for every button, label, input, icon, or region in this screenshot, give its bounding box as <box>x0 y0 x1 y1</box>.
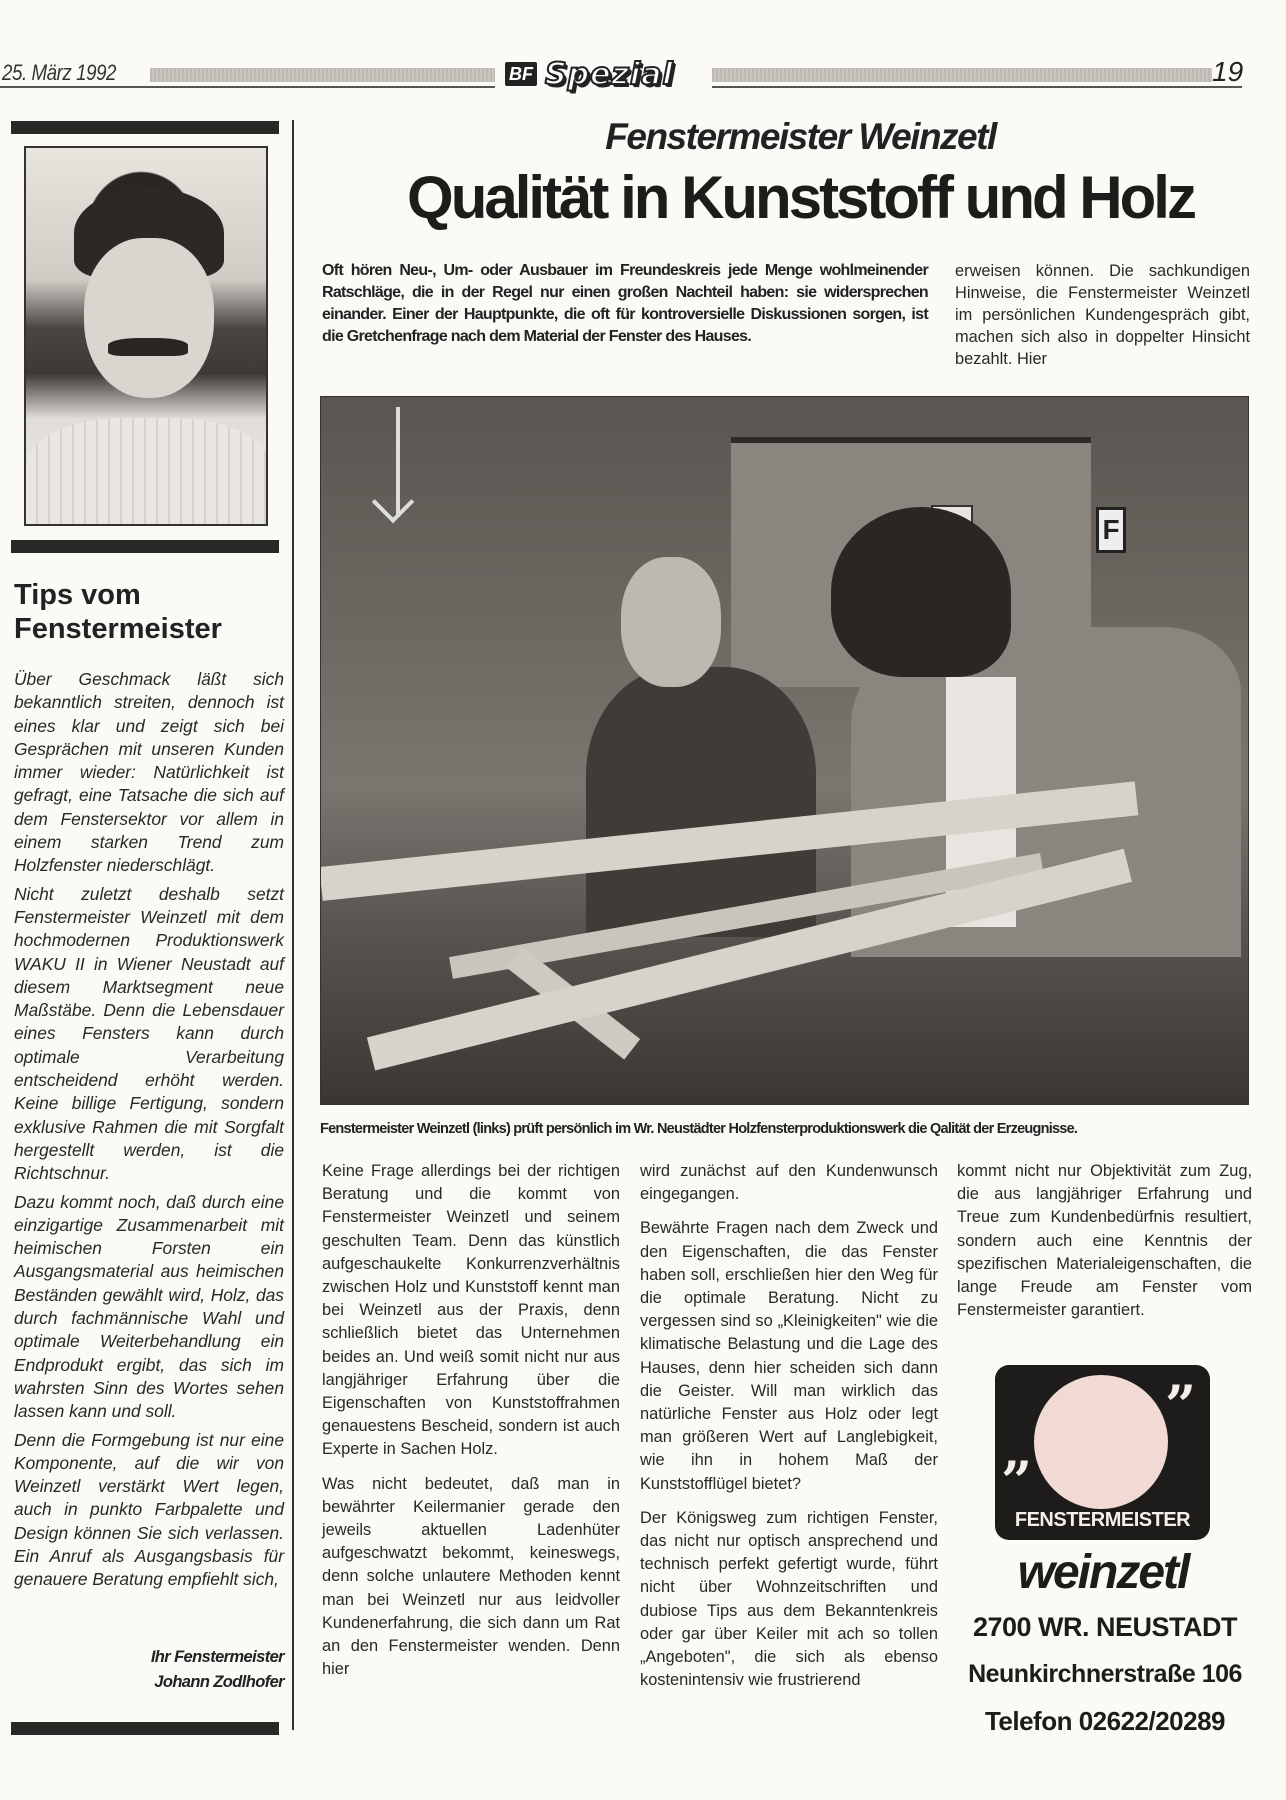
sidebar-body <box>14 668 284 1597</box>
ad-brand: weinzetl <box>1017 1546 1189 1599</box>
article-paragraph: wird zunächst auf den Kundenwunsch eingegangen. <box>640 1162 938 1204</box>
sidebar-bottom-bar <box>11 1722 279 1735</box>
article-column-2 <box>640 1160 938 1703</box>
badge-label: FENSTERMEISTER <box>1014 1509 1191 1531</box>
article-paragraph: Keine Frage allerdings bei der richtigen Beratung und die kommt von Fenstermeister Weinzetl und seinem geschulten Team. Denn das künstlich aufgeschaukelte Konkurrenzverhältnis zwischen Holz und Kunststoff kennt man bei Weinzetl aus der Praxis, denn schließlich bietet das Unternehmen beides an. Und weiß somit nicht nur aus langjähriger Erfahrung über die Eigenschaften von Kunststoffrahmen genauestens Bescheid, sondern ist auch Experte in Sachen Holz. <box>322 1162 620 1459</box>
issue-date: 25. März 1992 <box>2 60 117 85</box>
masthead-bar-right <box>712 68 1212 82</box>
fenstermeister-badge <box>995 1365 1210 1540</box>
page-number: 19 <box>1212 56 1244 87</box>
sidebar-paragraph: Über Geschmack läßt sich bekanntlich streiten, dennoch ist eines klar und zeigt sich bei Gesprächen mit unseren Kunden immer wieder: Natürlichkeit ist gefragt, eine Tatsache die sich auf dem Fenstersektor vor allem in einem starken Trend zum Holzfenster niederschlägt. <box>14 669 284 876</box>
article-paragraph: Der Königsweg zum richtigen Fenster, das nicht nur optisch ansprechend und technisch perfekt gefertigt wurde, führt nicht über Wohnzeitschriften und dubiose Tips aus dem Bekanntenkreis oder gar über Keiler mit ach so tollen „Angeboten", die sich als ebenso kostenintensiv wie frustrierend <box>640 1508 938 1690</box>
portrait-mustache <box>108 338 188 356</box>
workshop-photo <box>320 396 1249 1105</box>
article-column-1 <box>322 1160 620 1692</box>
photo-f-sign: F <box>1096 507 1126 553</box>
article-kicker: Fenstermeister Weinzetl <box>605 116 996 157</box>
sidebar-paragraph: Denn die Formgebung ist nur eine Komponente, auf die wir von Weinzetl verstärkt Wert legen, auch in punkto Farbpalette und Design können Sie sich verlassen. Ein Anruf als Ausgangsbasis für genauere Beratung empfiehlt sich, <box>14 1429 284 1590</box>
masthead <box>0 52 1286 102</box>
article-continuation-top: erweisen können. Die sachkundigen Hinweise, die Fenstermeister Weinzetl im persönlichen Kundengespräch gibt, machen sich also in doppelter Hinsicht bezahlt. Hier <box>955 262 1250 368</box>
portrait-photo <box>24 146 268 526</box>
section-logo <box>505 54 674 94</box>
signature-title: Ihr Fenstermeister <box>150 1648 284 1666</box>
sidebar-mid-bar <box>11 540 279 553</box>
sidebar-paragraph: Dazu kommt noch, daß durch eine einzigartige Zusammenarbeit mit heimischen Forsten ein Ausgangsmaterial aus heimischen Beständen gewählt wird, Holz, das durch fachmännische Wahl und optimale Weiterbehandlung ein Endprodukt ergibt, das sich im wahrsten Sinn des Wortes sehen lassen kann und soll. <box>14 1191 284 1422</box>
sidebar-paragraph: Nicht zuletzt deshalb setzt Fenstermeister Weinzetl mit dem hochmodernen Produktionswerk WAKU II in Wiener Neustadt auf diesem Marktsegment neue Maßstäbe. Denn die Lebensdauer eines Fensters kann durch optimale Verarbeitung entscheidend erhöht werden. Keine billige Fertigung, sondern exklusive Rahmen die mit Sorgfalt hergestellt werden, ist die Richtschnur. <box>14 883 284 1184</box>
portrait-shirt <box>26 418 268 526</box>
photo-person-right-head <box>831 507 1011 677</box>
badge-circle <box>1034 1375 1168 1509</box>
article-column-3 <box>957 1160 1252 1333</box>
masthead-rule-right <box>712 86 1242 88</box>
column-divider <box>292 120 294 1730</box>
signature-name: Johann Zodlhofer <box>154 1673 284 1691</box>
ad-phone: Telefon 02622/20289 <box>984 1706 1226 1736</box>
sidebar-title-line1: Tips vom <box>14 579 141 611</box>
article-lead: Oft hören Neu-, Um- oder Ausbauer im Freundeskreis jede Menge wohlmeinender Ratschläge, die in der Regel nur einen großen Nachteil haben: sie widersprechen einander. Einer der Hauptpunkte, die oft für kontroversielle Diskussionen sorgen, ist die Gretchenfrage nach dem Material der Fenster des Hauses. <box>322 262 928 345</box>
sidebar-top-bar <box>11 121 279 134</box>
masthead-bar-left <box>150 68 495 82</box>
article-paragraph: Was nicht bedeutet, daß man in bewährter Keilermanier gerade den jeweils aktuellen Ladenhüter aufgeschwatzt bekommt, keineswegs, denn solche unlautere Methoden kennt man bei Weinzetl nur aus leidvoller Kundenerfahrung, die sich dann um Rat an den Fenstermeister wenden. Denn hier <box>322 1474 620 1679</box>
sidebar-title-line2: Fenstermeister <box>14 613 222 645</box>
spezial-logo: Spezial <box>545 56 674 92</box>
quote-open-icon: ” <box>1001 1449 1033 1513</box>
ad-city: 2700 WR. NEUSTADT <box>972 1612 1238 1642</box>
article-headline: Qualität in Kunststoff und Holz <box>407 164 1194 231</box>
article-paragraph: Bewährte Fragen nach dem Zweck und den Eigenschaften, die das Fenster haben soll, erschließen hier den Weg für die optimale Beratung. Nicht zu vergessen sind so „Kleinigkeiten" wie die klimatische Belastung und die Lage des Hauses, denn hier scheiden sich dann die Geister. Will man wirklich das natürliche Fenster aus Holz oder legt man größeren Wert auf Langlebigkeit, wie ihn in hohem Maß der Kunststofflügel bietet? <box>640 1219 938 1493</box>
sidebar-title <box>14 578 284 646</box>
quote-close-icon: ” <box>1165 1373 1197 1437</box>
photo-arrow-marking <box>396 407 400 517</box>
photo-person-left-body <box>586 667 816 937</box>
ad-street: Neunkirchnerstraße 106 <box>968 1660 1242 1688</box>
bf-logo: BF <box>505 62 537 86</box>
photo-person-left-head <box>621 557 721 687</box>
sidebar-signature <box>14 1645 284 1695</box>
article-paragraph: kommt nicht nur Objektivität zum Zug, die aus langjähriger Erfahrung und Treue zum Kundenbedürfnis resultiert, sondern auch eine Kenntnis der spezifischen Materialeigenschaften, die lange Freude am Fenster vom Fenstermeister garantiert. <box>957 1162 1252 1320</box>
photo-caption: Fenstermeister Weinzetl (links) prüft persönlich im Wr. Neustädter Holzfensterproduktionswerk die Qalität der Erzeugnisse. <box>320 1121 1078 1137</box>
portrait-face <box>84 238 214 398</box>
masthead-rule-left <box>0 86 495 88</box>
